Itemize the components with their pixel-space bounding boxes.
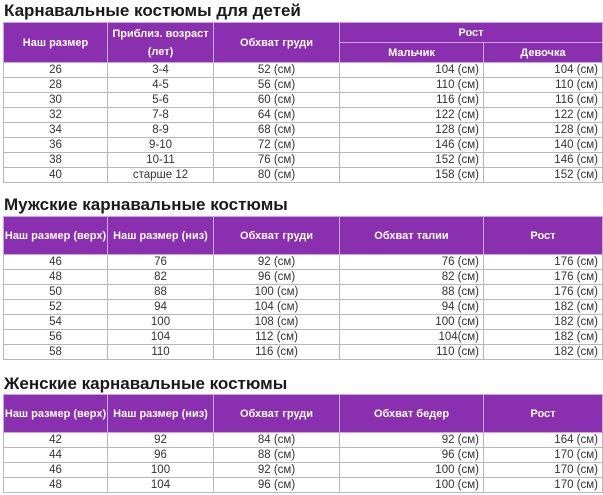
table-cell: 7-8: [108, 108, 214, 123]
men-header-size-top: Наш размер (верх): [4, 217, 108, 255]
women-size-table: [3, 394, 603, 493]
table-cell: 140 (см): [484, 138, 603, 153]
table-cell: 170 (см): [484, 478, 603, 493]
table-cell: 56 (см): [214, 78, 340, 93]
table-row: [4, 448, 603, 463]
table-cell: 80 (см): [214, 168, 340, 183]
table-cell: 170 (см): [484, 448, 603, 463]
women-header-hips: Обхват бедер: [340, 395, 484, 433]
table-cell: 84 (см): [214, 433, 340, 448]
table-cell: 110 (см): [484, 78, 603, 93]
table-cell: 46: [4, 463, 108, 478]
table-cell: 108 (см): [214, 315, 340, 330]
table-cell: 152 (см): [340, 153, 484, 168]
table-row: [4, 123, 603, 138]
table-cell: 64 (см): [214, 108, 340, 123]
table-cell: 76: [108, 255, 214, 270]
table-cell: 100: [108, 463, 214, 478]
table-cell: 176 (см): [484, 255, 603, 270]
table-row: [4, 153, 603, 168]
table-cell: 182 (см): [484, 315, 603, 330]
table-cell: 10-11: [108, 153, 214, 168]
table-cell: 104: [108, 330, 214, 345]
table-cell: 92 (см): [214, 463, 340, 478]
table-cell: 32: [4, 108, 108, 123]
table-row: [4, 93, 603, 108]
table-cell: 94: [108, 300, 214, 315]
table-cell: 60 (см): [214, 93, 340, 108]
table-cell: 100: [108, 315, 214, 330]
table-cell: 96 (см): [214, 270, 340, 285]
table-cell: 68 (см): [214, 123, 340, 138]
table-cell: 112 (см): [214, 330, 340, 345]
table-cell: 88: [108, 285, 214, 300]
table-cell: 72 (см): [214, 138, 340, 153]
table-cell: 44: [4, 448, 108, 463]
table-cell: 104 (см): [214, 300, 340, 315]
table-cell: 104 (см): [340, 63, 484, 78]
table-cell: 48: [4, 478, 108, 493]
table-row: [4, 63, 603, 78]
table-cell: 94 (см): [340, 300, 484, 315]
table-cell: 104 (см): [484, 63, 603, 78]
table-cell: 76 (см): [214, 153, 340, 168]
kids-header-girl: Девочка: [484, 43, 603, 63]
table-cell: 82 (см): [340, 270, 484, 285]
women-table-body: [4, 433, 603, 493]
table-cell: 76 (см): [340, 255, 484, 270]
table-cell: 128 (см): [340, 123, 484, 138]
women-header-height: Рост: [484, 395, 603, 433]
table-cell: 116 (см): [340, 93, 484, 108]
table-cell: 88 (см): [214, 448, 340, 463]
men-header-waist: Обхват талии: [340, 217, 484, 255]
women-header-chest: Обхват груди: [214, 395, 340, 433]
table-cell: 104: [108, 478, 214, 493]
table-cell: 182 (см): [484, 330, 603, 345]
table-cell: 36: [4, 138, 108, 153]
table-cell: 100 (см): [340, 478, 484, 493]
table-cell: 58: [4, 345, 108, 360]
table-row: [4, 300, 603, 315]
table-cell: 176 (см): [484, 285, 603, 300]
table-cell: 110 (см): [340, 345, 484, 360]
table-row: [4, 285, 603, 300]
table-row: [4, 345, 603, 360]
table-cell: 92 (см): [340, 433, 484, 448]
kids-header-age: Приблиз. возраст (лет): [108, 23, 214, 63]
table-cell: 152 (см): [484, 168, 603, 183]
table-cell: 116 (см): [484, 93, 603, 108]
table-row: [4, 478, 603, 493]
table-cell: 56: [4, 330, 108, 345]
women-header-size-bottom: Наш размер (низ): [108, 395, 214, 433]
table-row: [4, 330, 603, 345]
men-section-title: Мужские карнавальные костюмы: [4, 195, 288, 214]
table-cell: 182 (см): [484, 345, 603, 360]
table-cell: 128 (см): [484, 123, 603, 138]
table-cell: 96 (см): [340, 448, 484, 463]
table-cell: 92: [108, 433, 214, 448]
table-cell: 38: [4, 153, 108, 168]
table-cell: 30: [4, 93, 108, 108]
men-header-size-bottom: Наш размер (низ): [108, 217, 214, 255]
women-section-title: Женские карнавальные костюмы: [4, 374, 288, 393]
table-cell: 8-9: [108, 123, 214, 138]
table-cell: 170 (см): [484, 463, 603, 478]
men-table-body: [4, 255, 603, 360]
table-row: [4, 78, 603, 93]
table-cell: 182 (см): [484, 300, 603, 315]
table-cell: 4-5: [108, 78, 214, 93]
kids-section-title: Карнавальные костюмы для детей: [4, 1, 301, 20]
table-cell: 48: [4, 270, 108, 285]
table-cell: 42: [4, 433, 108, 448]
table-row: [4, 463, 603, 478]
table-cell: 100 (см): [214, 285, 340, 300]
table-cell: 110 (см): [340, 78, 484, 93]
table-row: [4, 433, 603, 448]
table-cell: 164 (см): [484, 433, 603, 448]
table-cell: 9-10: [108, 138, 214, 153]
table-cell: 40: [4, 168, 108, 183]
kids-header-chest: Обхват груди: [214, 23, 340, 63]
women-header-size-top: Наш размер (верх): [4, 395, 108, 433]
kids-header-size: Наш размер: [4, 23, 108, 63]
table-cell: 122 (см): [340, 108, 484, 123]
kids-table-body: [4, 63, 603, 183]
table-cell: 158 (см): [340, 168, 484, 183]
table-cell: 54: [4, 315, 108, 330]
table-cell: 28: [4, 78, 108, 93]
table-cell: 96 (см): [214, 478, 340, 493]
table-cell: 110: [108, 345, 214, 360]
men-header-chest: Обхват груди: [214, 217, 340, 255]
table-cell: старше 12: [108, 168, 214, 183]
table-row: [4, 108, 603, 123]
table-cell: 146 (см): [484, 153, 603, 168]
table-cell: 52 (см): [214, 63, 340, 78]
table-cell: 34: [4, 123, 108, 138]
table-row: [4, 138, 603, 153]
table-cell: 176 (см): [484, 270, 603, 285]
kids-size-table: [3, 22, 603, 183]
table-row: [4, 270, 603, 285]
table-cell: 46: [4, 255, 108, 270]
table-row: [4, 315, 603, 330]
kids-header-boy: Мальчик: [340, 43, 484, 63]
table-cell: 82: [108, 270, 214, 285]
table-cell: 96: [108, 448, 214, 463]
kids-header-height: Рост: [340, 23, 603, 43]
table-cell: 26: [4, 63, 108, 78]
table-cell: 50: [4, 285, 108, 300]
table-cell: 5-6: [108, 93, 214, 108]
table-cell: 3-4: [108, 63, 214, 78]
table-row: [4, 168, 603, 183]
table-row: [4, 255, 603, 270]
table-cell: 104(см): [340, 330, 484, 345]
table-cell: 122 (см): [484, 108, 603, 123]
men-header-height: Рост: [484, 217, 603, 255]
table-cell: 88 (см): [340, 285, 484, 300]
table-cell: 116 (см): [214, 345, 340, 360]
table-cell: 92 (см): [214, 255, 340, 270]
table-cell: 146 (см): [340, 138, 484, 153]
table-cell: 52: [4, 300, 108, 315]
men-size-table: [3, 216, 603, 360]
table-cell: 100 (см): [340, 463, 484, 478]
table-cell: 100 (см): [340, 315, 484, 330]
